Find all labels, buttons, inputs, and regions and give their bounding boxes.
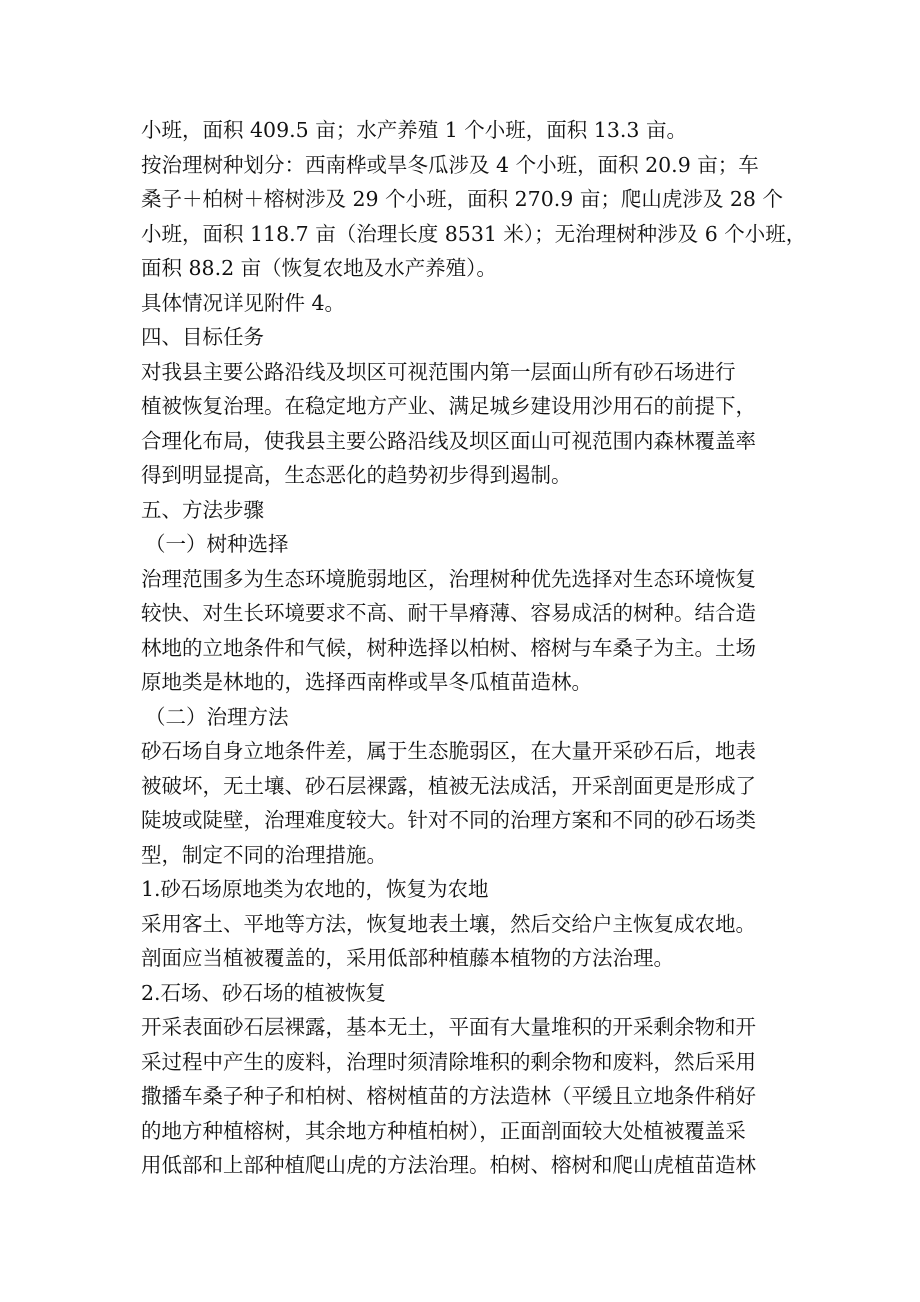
- text-line: 撒播车桑子种子和柏树、榕树植苗的方法造林（平缓且立地条件稍好: [141, 1084, 756, 1108]
- text-line: 桑子＋柏树＋榕树涉及 29 个小班，面积 270.9 亩；爬山虎涉及 28 个: [141, 187, 783, 211]
- text-line: 具体情况详见附件 4。: [141, 290, 346, 315]
- text-line: 按治理树种划分：西南桦或旱冬瓜涉及 4 个小班，面积 20.9 亩；车: [141, 152, 759, 177]
- text-line: 林地的立地条件和气候，树种选择以柏树、榕树与车桑子为主。土场: [141, 635, 756, 660]
- text-line: 植被恢复治理。在稳定地方产业、满足城乡建设用沙用石的前提下，: [141, 394, 756, 418]
- text-line: 较快、对生长环境要求不高、耐干旱瘠薄、容易成活的树种。结合造: [141, 601, 756, 625]
- text-line: 得到明显提高，生态恶化的趋势初步得到遏制。: [141, 463, 572, 487]
- text-line: 原地类是林地的，选择西南桦或旱冬瓜植苗造林。: [141, 670, 592, 694]
- section-heading: 四、目标任务: [141, 325, 264, 349]
- text-line: 砂石场自身立地条件差，属于生态脆弱区，在大量开采砂石后，地表: [141, 739, 756, 763]
- text-line: 采用客土、平地等方法，恢复地表土壤，然后交给户主恢复成农地。: [141, 911, 756, 936]
- document-body: [141, 113, 807, 1183]
- text-line: 采过程中产生的废料，治理时须清除堆积的剩余物和废料，然后采用: [141, 1049, 756, 1074]
- text-line: 用低部和上部种植爬山虎的方法治理。柏树、榕树和爬山虎植苗造林: [141, 1153, 756, 1177]
- text-line: 陡坡或陡壁，治理难度较大。针对不同的治理方案和不同的砂石场类: [141, 808, 756, 832]
- text-line: 对我县主要公路沿线及坝区可视范围内第一层面山所有砂石场进行: [141, 359, 736, 384]
- text-line: 被破坏，无土壤、砂石层裸露，植被无法成活，开采剖面更是形成了: [141, 773, 756, 798]
- text-line: 的地方种植榕树，其余地方种植柏树），正面剖面较大处植被覆盖采: [141, 1118, 746, 1143]
- text-line: 治理范围多为生态环境脆弱地区，治理树种优先选择对生态环境恢复: [141, 566, 756, 591]
- section-heading: 五、方法步骤: [141, 497, 264, 522]
- text-line: 小班，面积 409.5 亩；水产养殖 1 个小班，面积 13.3 亩。: [141, 118, 687, 142]
- text-line: 型，制定不同的治理措施。: [141, 842, 387, 867]
- numbered-heading: 1.砂石场原地类为农地的，恢复为农地: [141, 877, 489, 901]
- text-line: 面积 88.2 亩（恢复农地及水产养殖）。: [141, 256, 497, 280]
- text-line: 剖面应当植被覆盖的，采用低部种植藤本植物的方法治理。: [141, 946, 674, 970]
- text-line: 合理化布局，使我县主要公路沿线及坝区面山可视范围内森林覆盖率: [141, 428, 756, 453]
- subsection-heading: （二）治理方法: [145, 704, 289, 729]
- text-line: 小班，面积 118.7 亩（治理长度 8531 米）；无治理树种涉及 6 个小班，: [141, 221, 807, 246]
- numbered-heading: 2.石场、砂石场的植被恢复: [141, 980, 387, 1005]
- subsection-heading: （一）树种选择: [145, 532, 289, 556]
- text-line: 开采表面砂石层裸露，基本无土，平面有大量堆积的开采剩余物和开: [141, 1015, 756, 1039]
